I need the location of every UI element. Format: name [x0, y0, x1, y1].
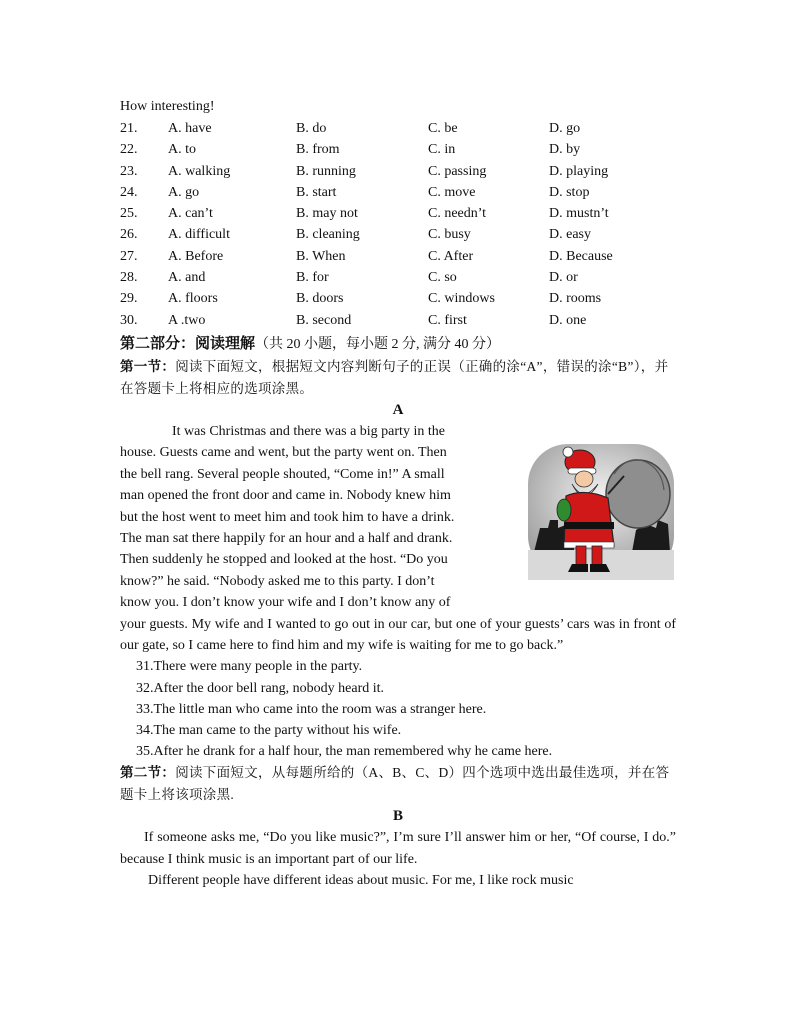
passage-a-line: It was Christmas and there was a big party in the	[172, 423, 445, 439]
option-row	[120, 246, 676, 267]
section-one-label: 第一节：	[120, 358, 176, 375]
passage-a-line: Then suddenly he stopped and looked at the host. “Do you	[120, 552, 448, 568]
option-a: A. difficult	[168, 227, 230, 243]
passage-a-line: The man sat there happily for an hour and a half and drank.	[120, 531, 453, 546]
option-row	[120, 182, 676, 203]
statement-item: 31.There were many people in the party.	[136, 659, 363, 675]
santa-claus-illustration	[528, 424, 674, 592]
option-a: A. can’t	[168, 206, 213, 222]
passage-a-title: A	[392, 401, 404, 418]
option-row	[120, 161, 676, 182]
option-c: C. windows	[428, 291, 495, 307]
option-b: B. start	[296, 184, 337, 200]
option-row	[120, 310, 676, 331]
section-one-instruction	[120, 356, 676, 399]
option-row	[120, 224, 676, 245]
option-a: A. have	[168, 121, 212, 136]
question-number: 21.	[120, 121, 138, 136]
question-number: 25.	[120, 206, 138, 222]
section-two-text: 阅读下面短文，从每题所给的（A、B、C、D）四个选项中选出最佳选项，并在答题卡上将该项涂黑.	[120, 765, 670, 803]
question-number: 29.	[120, 291, 138, 307]
option-d: D. one	[549, 312, 587, 328]
option-b: B. cleaning	[296, 227, 360, 243]
option-a: A. and	[168, 270, 206, 286]
option-d: D. or	[549, 270, 578, 286]
option-c: C. passing	[428, 163, 487, 179]
option-a: A. Before	[168, 248, 224, 264]
option-a: A. to	[168, 142, 196, 158]
option-b: B. from	[296, 142, 340, 158]
option-d: D. easy	[549, 227, 591, 243]
statement-item: 34.The man came to the party without his wife.	[136, 723, 402, 739]
option-row	[120, 288, 676, 309]
question-number: 30.	[120, 312, 138, 328]
option-d: D. mustn’t	[549, 206, 609, 222]
option-a: A .two	[168, 312, 206, 328]
option-a: A. floors	[168, 291, 218, 307]
question-number: 26.	[120, 227, 138, 243]
option-d: D. go	[549, 121, 581, 136]
option-b: B. may not	[296, 206, 358, 222]
option-c: C. be	[428, 121, 458, 136]
option-b: B. for	[296, 270, 329, 286]
option-b: B. do	[296, 121, 327, 136]
passage-a-line: the bell rang. Several people shouted, “Come in!” A small	[120, 466, 445, 482]
question-number: 23.	[120, 163, 138, 179]
option-b: B. running	[296, 163, 356, 179]
question-number: 24.	[120, 184, 138, 200]
option-c: C. first	[428, 312, 467, 328]
section-two-label: 第二节：	[120, 765, 176, 782]
option-d: D. playing	[549, 163, 609, 179]
passage-b-paragraph-1: If someone asks me, “Do you like music?”, I’m sure I’ll answer him or her, “Of course, I do.” because I think music is an important part of our life.	[120, 830, 676, 867]
part-two-heading	[120, 332, 676, 356]
question-number: 27.	[120, 248, 138, 264]
option-c: C. in	[428, 142, 456, 158]
option-c: C. After	[428, 248, 474, 264]
option-b: B. When	[296, 248, 346, 264]
option-row	[120, 203, 676, 224]
question-number: 28.	[120, 270, 138, 286]
options-table	[120, 118, 676, 331]
option-a: A. walking	[168, 163, 231, 179]
statement-item: 32.After the door bell rang, nobody heard it.	[136, 680, 385, 696]
option-c: C. move	[428, 184, 476, 200]
option-row	[120, 118, 676, 139]
option-d: D. by	[549, 142, 581, 158]
option-row	[120, 139, 676, 160]
question-number: 22.	[120, 142, 138, 158]
option-b: B. second	[296, 312, 352, 328]
option-b: B. doors	[296, 291, 344, 307]
passage-a-line: know?” he said. “Nobody asked me to this party. I don’t	[120, 573, 435, 589]
option-row	[120, 267, 676, 288]
intro-line: How interesting!	[120, 99, 215, 114]
option-d: D. rooms	[549, 291, 602, 307]
option-c: C. busy	[428, 227, 471, 243]
passage-a-line: house. Guests came and went, but the party went on. Then	[120, 445, 447, 461]
passage-a-wrapped	[120, 421, 515, 614]
section-two-instruction	[120, 762, 676, 805]
questions-a	[120, 656, 676, 762]
statement-item: 33.The little man who came into the room was a stranger here.	[136, 701, 487, 717]
option-c: C. needn’t	[428, 206, 487, 222]
part-two-note: （共 20 小题，每小题 2 分, 满分 40 分）	[255, 336, 501, 352]
option-a: A. go	[168, 184, 200, 200]
passage-b-title: B	[392, 808, 403, 825]
passage-a-line: man opened the front door and came in. Nobody knew him	[120, 488, 451, 504]
passage-a-line: but the host went to meet him and took him to have a drink.	[120, 509, 455, 525]
option-d: D. Because	[549, 248, 613, 264]
part-two-title: 第二部分：阅读理解	[120, 333, 256, 352]
passage-a-line: know you. I don’t know your wife and I don’t know any of	[120, 595, 451, 611]
option-d: D. stop	[549, 184, 590, 200]
statement-item: 35.After he drank for a half hour, the man remembered why he came here.	[136, 744, 553, 760]
passage-a-rest: your guests. My wife and I wanted to go out in our car, but one of your guests’ cars was in front of our gate, so I came here to find him and my wife is waiting for me to go back.”	[120, 616, 676, 654]
section-one-text: 阅读下面短文，根据短文内容判断句子的正误（正确的涂“A”，错误的涂“B”），并在答题卡上将相应的选项涂黑。	[120, 358, 669, 396]
option-c: C. so	[428, 270, 457, 286]
passage-b-paragraph-2: Different people have different ideas about music. For me, I like rock music	[148, 873, 574, 889]
